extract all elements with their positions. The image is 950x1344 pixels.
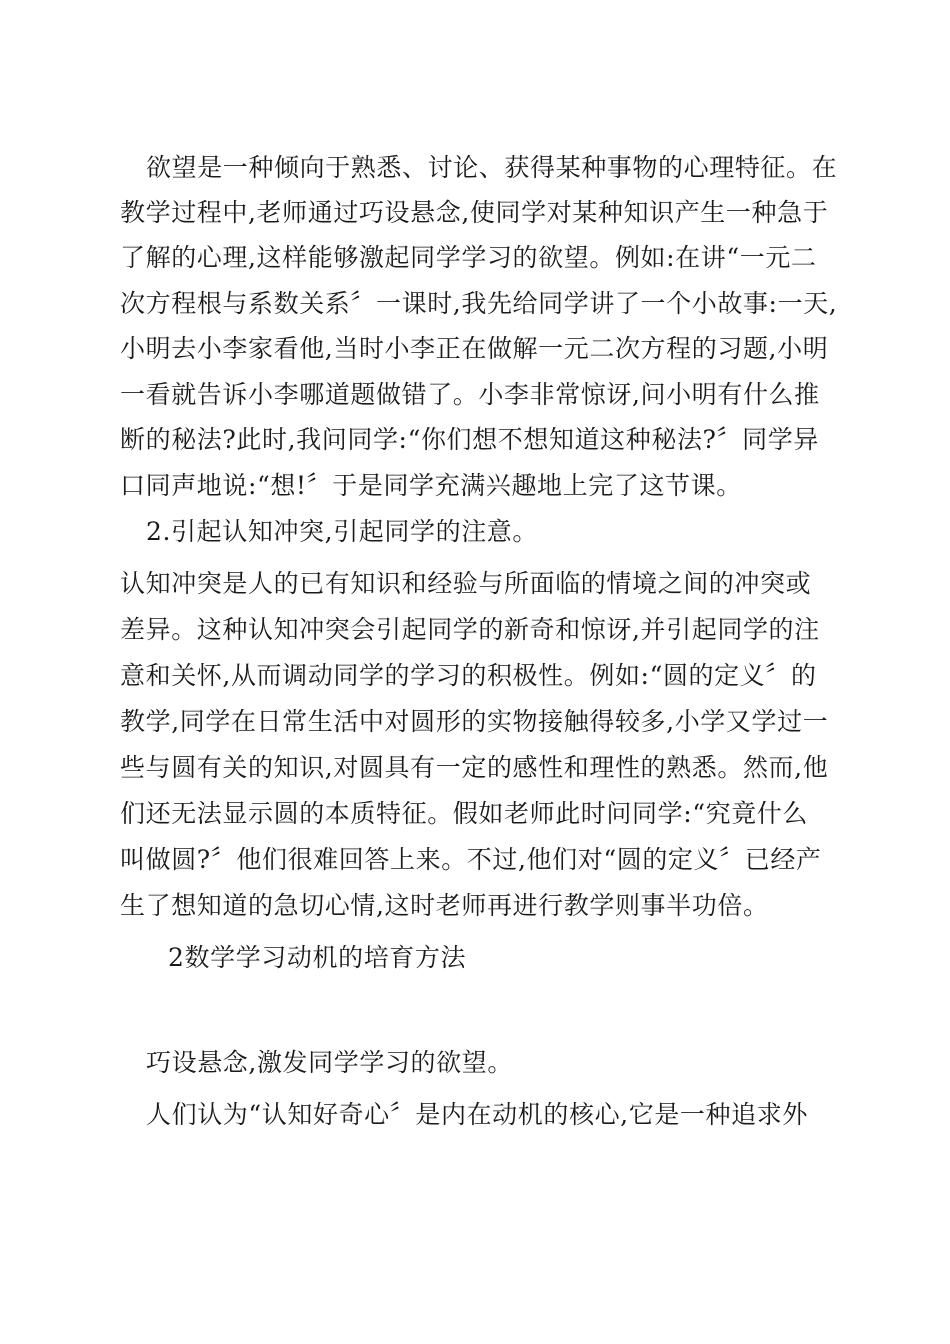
text-line: 小明去小李家看他,当时小李正在做解一元二次方程的习题,小明 [120,334,829,363]
text-line: 欲望是一种倾向于熟悉、讨论、获得某种事物的心理特征。在 [146,153,838,182]
text-line: 生了想知道的急切心情,这时老师再进行教学则事半功倍。 [120,891,769,920]
text-line: 人们认为“认知好奇心〞是内在动机的核心,它是一种追求外 [146,1100,808,1129]
text-line: 教学,同学在日常生活中对圆形的实物接触得较多,小学又学过一 [120,707,829,736]
text-line: 差异。这种认知冲突会引起同学的新奇和惊讶,并引起同学的注 [120,615,820,644]
text-line: 意和关怀,从而调动同学的学习的积极性。例如:“圆的定义〞的 [120,661,817,690]
subheading: 巧设悬念,激发同学学习的欲望。 [146,1048,513,1077]
text-line: 断的秘法?此时,我问同学:“你们想不想知道这种秘法?〞同学异 [120,425,819,454]
text-line: 次方程根与系数关系〞一课时,我先给同学讲了一个小故事:一天, [120,289,838,318]
section-heading: 2.引起认知冲突,引起同学的注意。 [146,517,539,546]
section-heading: 2数学学习动机的培育方法 [168,943,467,972]
text-line: 一看就告诉小李哪道题做错了。小李非常惊讶,问小明有什么推 [120,380,820,409]
text-line: 了解的心理,这样能够激起同学学习的欲望。例如:在讲“一元二 [120,243,817,272]
text-line: 们还无法显示圆的本质特征。假如老师此时问同学:“究竟什么 [120,799,809,828]
text-line: 认知冲突是人的已有知识和经验与所面临的情境之间的冲突或 [120,569,812,598]
text-line: 教学过程中,老师通过巧设悬念,使同学对某种知识产生一种急于 [120,198,829,227]
text-line: 口同声地说:“想!〞于是同学充满兴趣地上完了这节课。 [120,471,742,500]
text-line: 些与圆有关的知识,对圆具有一定的感性和理性的熟悉。然而,他 [120,753,829,782]
text-line: 叫做圆?〞他们很难回答上来。不过,他们对“圆的定义〞已经产 [120,845,822,874]
